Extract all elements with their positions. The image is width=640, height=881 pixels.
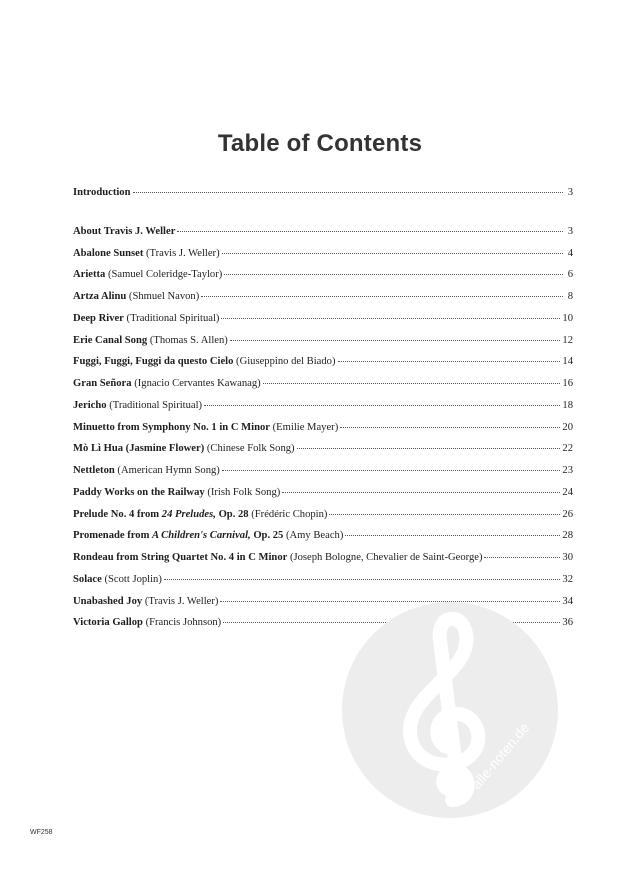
toc-entry-text bbox=[73, 509, 327, 520]
toc-page-number: 32 bbox=[562, 573, 573, 585]
toc-entry[interactable] bbox=[73, 378, 573, 400]
dot-leader bbox=[345, 535, 560, 536]
toc-page-number: 3 bbox=[567, 225, 573, 237]
toc-page-number: 30 bbox=[562, 552, 573, 563]
toc-page-number: 24 bbox=[562, 486, 573, 498]
toc-entry[interactable] bbox=[73, 291, 573, 313]
toc-entry[interactable] bbox=[73, 465, 573, 487]
toc-entry-composer: (Ignacio Cervantes Kawanag) bbox=[131, 378, 261, 389]
toc-entry[interactable] bbox=[73, 335, 573, 357]
dot-leader bbox=[164, 579, 561, 580]
toc-entry-title: Unabashed Joy bbox=[73, 595, 143, 607]
toc-entry-title: Fuggi, Fuggi, Fuggi da questo Cielo bbox=[73, 356, 234, 368]
dot-leader bbox=[224, 274, 563, 275]
toc-entry-text bbox=[73, 552, 482, 563]
dot-leader bbox=[221, 318, 560, 319]
toc-entry[interactable] bbox=[73, 356, 573, 378]
toc-entry-text bbox=[73, 487, 280, 498]
toc-page-number: 20 bbox=[562, 421, 573, 433]
dot-leader bbox=[204, 405, 560, 406]
toc-entry-text bbox=[73, 378, 261, 389]
toc-entry-text bbox=[73, 291, 199, 302]
toc-entry-title: Victoria Gallop bbox=[73, 617, 143, 629]
toc-page-number: 12 bbox=[562, 334, 573, 346]
toc-page-number: 28 bbox=[562, 530, 573, 542]
footer-code: WF258 bbox=[30, 829, 53, 836]
toc-entry[interactable] bbox=[73, 400, 573, 422]
dot-leader bbox=[133, 192, 564, 193]
toc-entry-composer: (Chinese Folk Song) bbox=[204, 443, 295, 455]
toc-entry-text bbox=[73, 187, 131, 198]
dot-leader bbox=[201, 296, 563, 297]
toc-page-number: 22 bbox=[562, 443, 573, 455]
toc-entry[interactable] bbox=[73, 552, 573, 574]
watermark-text: alle-noten.de bbox=[468, 719, 533, 792]
toc-entry-title: Erie Canal Song bbox=[73, 334, 148, 346]
toc-entry-composer: (Travis J. Weller) bbox=[143, 247, 220, 259]
toc-entry-composer: (Emilie Mayer) bbox=[269, 421, 339, 433]
toc-page-number: 36 bbox=[562, 617, 573, 629]
toc-entry[interactable] bbox=[73, 187, 573, 209]
toc-page-number: 10 bbox=[562, 312, 573, 324]
toc-entry-title: Jericho bbox=[73, 399, 107, 411]
toc-entry-title: Minuetto from Symphony No. 1 in C Minor bbox=[73, 421, 270, 433]
toc-entry-title: Mò Lì Hua (Jasmine Flower) bbox=[73, 443, 205, 455]
toc-entry-text bbox=[73, 617, 221, 628]
dot-leader bbox=[263, 383, 561, 384]
toc-entry-title: About Travis J. Weller bbox=[73, 225, 176, 237]
toc-entry-title: Prelude No. 4 from 24 Preludes, Op. 28 bbox=[73, 508, 249, 520]
toc-entry-composer: (Giuseppino del Biado) bbox=[233, 356, 336, 368]
toc-entry[interactable] bbox=[73, 443, 573, 465]
dot-leader bbox=[329, 514, 560, 515]
page-title: Table of Contents bbox=[217, 130, 423, 157]
dot-leader bbox=[222, 253, 563, 254]
toc-entry-text bbox=[73, 530, 343, 541]
toc-entry-title: Paddy Works on the Railway bbox=[73, 486, 205, 498]
toc-entry[interactable] bbox=[73, 269, 573, 291]
table-of-contents bbox=[73, 187, 573, 639]
toc-entry-title: Introduction bbox=[73, 187, 131, 198]
toc-entry[interactable] bbox=[73, 574, 573, 596]
toc-entry-text bbox=[73, 226, 175, 237]
toc-entry[interactable] bbox=[73, 422, 573, 444]
toc-entry-composer: (Thomas S. Allen) bbox=[147, 334, 228, 346]
toc-page-number: 8 bbox=[567, 291, 573, 302]
toc-entry-text bbox=[73, 313, 219, 324]
toc-entry-text bbox=[73, 443, 295, 454]
toc-entry-title: Abalone Sunset bbox=[73, 247, 144, 259]
toc-entry-composer: (Amy Beach) bbox=[283, 530, 344, 542]
toc-entry-composer: (Traditional Spiritual) bbox=[106, 399, 203, 411]
toc-entry-text bbox=[73, 465, 220, 476]
toc-entry-title: Artza Alinu bbox=[73, 291, 127, 302]
toc-page-number: 4 bbox=[567, 247, 573, 259]
toc-entry-title: Arietta bbox=[73, 269, 106, 281]
toc-entry-title: Gran Señora bbox=[73, 378, 132, 389]
toc-page-number: 18 bbox=[562, 399, 573, 411]
toc-entry-text bbox=[73, 400, 202, 411]
toc-entry-text bbox=[73, 356, 336, 367]
toc-entry-title: Deep River bbox=[73, 312, 124, 324]
toc-entry-composer: (Shmuel Navon) bbox=[126, 291, 200, 302]
toc-entry-title: Nettleton bbox=[73, 465, 115, 476]
dot-leader bbox=[484, 557, 560, 558]
dot-leader bbox=[222, 470, 561, 471]
toc-entry-composer: (Scott Joplin) bbox=[101, 573, 162, 585]
toc-entry[interactable] bbox=[73, 509, 573, 531]
toc-entry-composer: (Frédéric Chopin) bbox=[248, 508, 328, 520]
toc-page-number: 26 bbox=[562, 508, 573, 520]
dot-leader bbox=[230, 340, 561, 341]
toc-entry-title: Rondeau from String Quartet No. 4 in C Minor bbox=[73, 552, 288, 563]
dot-leader bbox=[282, 492, 560, 493]
dot-leader bbox=[338, 361, 561, 362]
toc-entry-title: Solace bbox=[73, 573, 102, 585]
toc-entry-text bbox=[73, 574, 162, 585]
toc-entry-composer: (Travis J. Weller) bbox=[142, 595, 219, 607]
toc-page-number: 23 bbox=[562, 465, 573, 476]
toc-entry[interactable] bbox=[73, 487, 573, 509]
toc-entry[interactable] bbox=[73, 313, 573, 335]
toc-entry-text bbox=[73, 248, 220, 259]
toc-entry[interactable] bbox=[73, 248, 573, 270]
toc-entry-composer: (Samuel Coleridge-Taylor) bbox=[105, 269, 223, 281]
toc-entry-text bbox=[73, 596, 218, 607]
dot-leader bbox=[297, 448, 561, 449]
toc-entry-composer: (Traditional Spiritual) bbox=[123, 312, 220, 324]
toc-entry-text bbox=[73, 335, 228, 346]
dot-leader bbox=[177, 231, 563, 232]
toc-entry-text bbox=[73, 269, 222, 280]
toc-entry-composer: (Francis Johnson) bbox=[142, 617, 222, 629]
toc-page-number: 16 bbox=[562, 378, 573, 389]
toc-entry-title: Promenade from A Children's Carnival, Op. 25 bbox=[73, 530, 284, 542]
toc-page-number: 6 bbox=[567, 269, 573, 281]
toc-page-number: 14 bbox=[562, 356, 573, 368]
watermark-logo bbox=[340, 600, 560, 820]
toc-entry-composer: (American Hymn Song) bbox=[114, 465, 220, 476]
toc-entry-composer: (Irish Folk Song) bbox=[204, 486, 281, 498]
toc-page-number: 3 bbox=[567, 187, 573, 198]
dot-leader bbox=[340, 427, 560, 428]
toc-page-number: 34 bbox=[562, 595, 573, 607]
toc-entry-composer: (Joseph Bologne, Chevalier de Saint-George) bbox=[287, 552, 483, 563]
toc-entry-text bbox=[73, 422, 338, 433]
toc-entry[interactable] bbox=[73, 226, 573, 248]
toc-entry[interactable] bbox=[73, 530, 573, 552]
